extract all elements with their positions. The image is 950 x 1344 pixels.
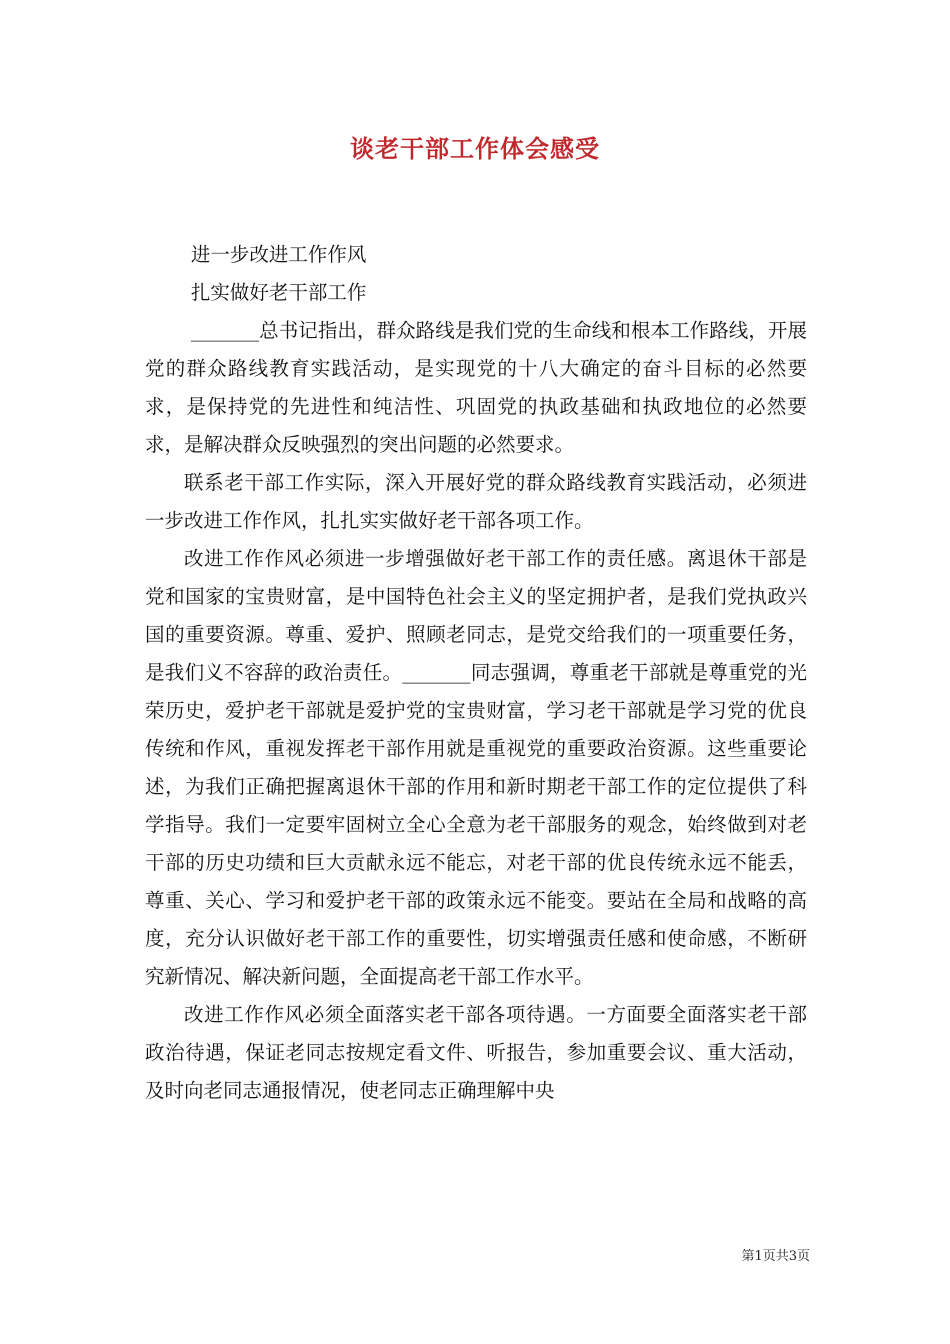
subheading-line-2: 扎实做好老干部工作 bbox=[190, 281, 367, 304]
page-number: 第1页共3页 bbox=[741, 1249, 810, 1264]
paragraph-treatment: 改进工作作风必须全面落实老干部各项待遇。一方面要全面落实老干部政治待遇，保证老同志按规定看文件、听报告，参加重要会议、重大活动，及时向老同志通报情况，使老同志正确理解中央 bbox=[145, 1003, 807, 1102]
page-title: 谈老干部工作体会感受 bbox=[350, 134, 600, 163]
paragraph-responsibility: 改进工作作风必须进一步增强做好老干部工作的责任感。离退休干部是党和国家的宝贵财富，是中国特色社会主义的坚定拥护者，是我们党执政兴国的重要资源。尊重、爱护、照顾老同志，是党交给我们的一项重要任务，是我们义不容辞的政治责任。_______同志强调，尊重老干部就是尊重党的光荣历史，爱护老干部就是爱护党的宝贵财富，学习老干部就是学习党的优良传统和作风，重视发挥老干部作用就是重视党的重要政治资源。这些重要论述，为我们正确把握离退休干部的作用和新时期老干部工作的定位提供了科学指导。我们一定要牢固树立全心全意为老干部服务的观念，始终做到对老干部的历史功绩和巨大贡献永远不能忘，对老干部的优良传统永远不能丢，尊重、关心、学习和爱护老干部的政策永远不能变。要站在全局和战略的高度，充分认识做好老干部工作的重要性，切实增强责任感和使命感，不断研究新情况、解决新问题，全面提高老干部工作水平。 bbox=[145, 547, 807, 988]
paragraph-context: 联系老干部工作实际，深入开展好党的群众路线教育实践活动，必须进一步改进工作作风，扎扎实实做好老干部各项工作。 bbox=[145, 471, 807, 532]
subheading-line-1: 进一步改进工作作风 bbox=[190, 243, 367, 266]
document-body bbox=[145, 236, 807, 1110]
paragraph-intro: _______总书记指出，群众路线是我们党的生命线和根本工作路线，开展党的群众路线教育实践活动，是实现党的十八大确定的奋斗目标的必然要求，是保持党的先进性和纯洁性、巩固党的执政基础和执政地位的必然要求，是解决群众反映强烈的突出问题的必然要求。 bbox=[145, 319, 807, 456]
